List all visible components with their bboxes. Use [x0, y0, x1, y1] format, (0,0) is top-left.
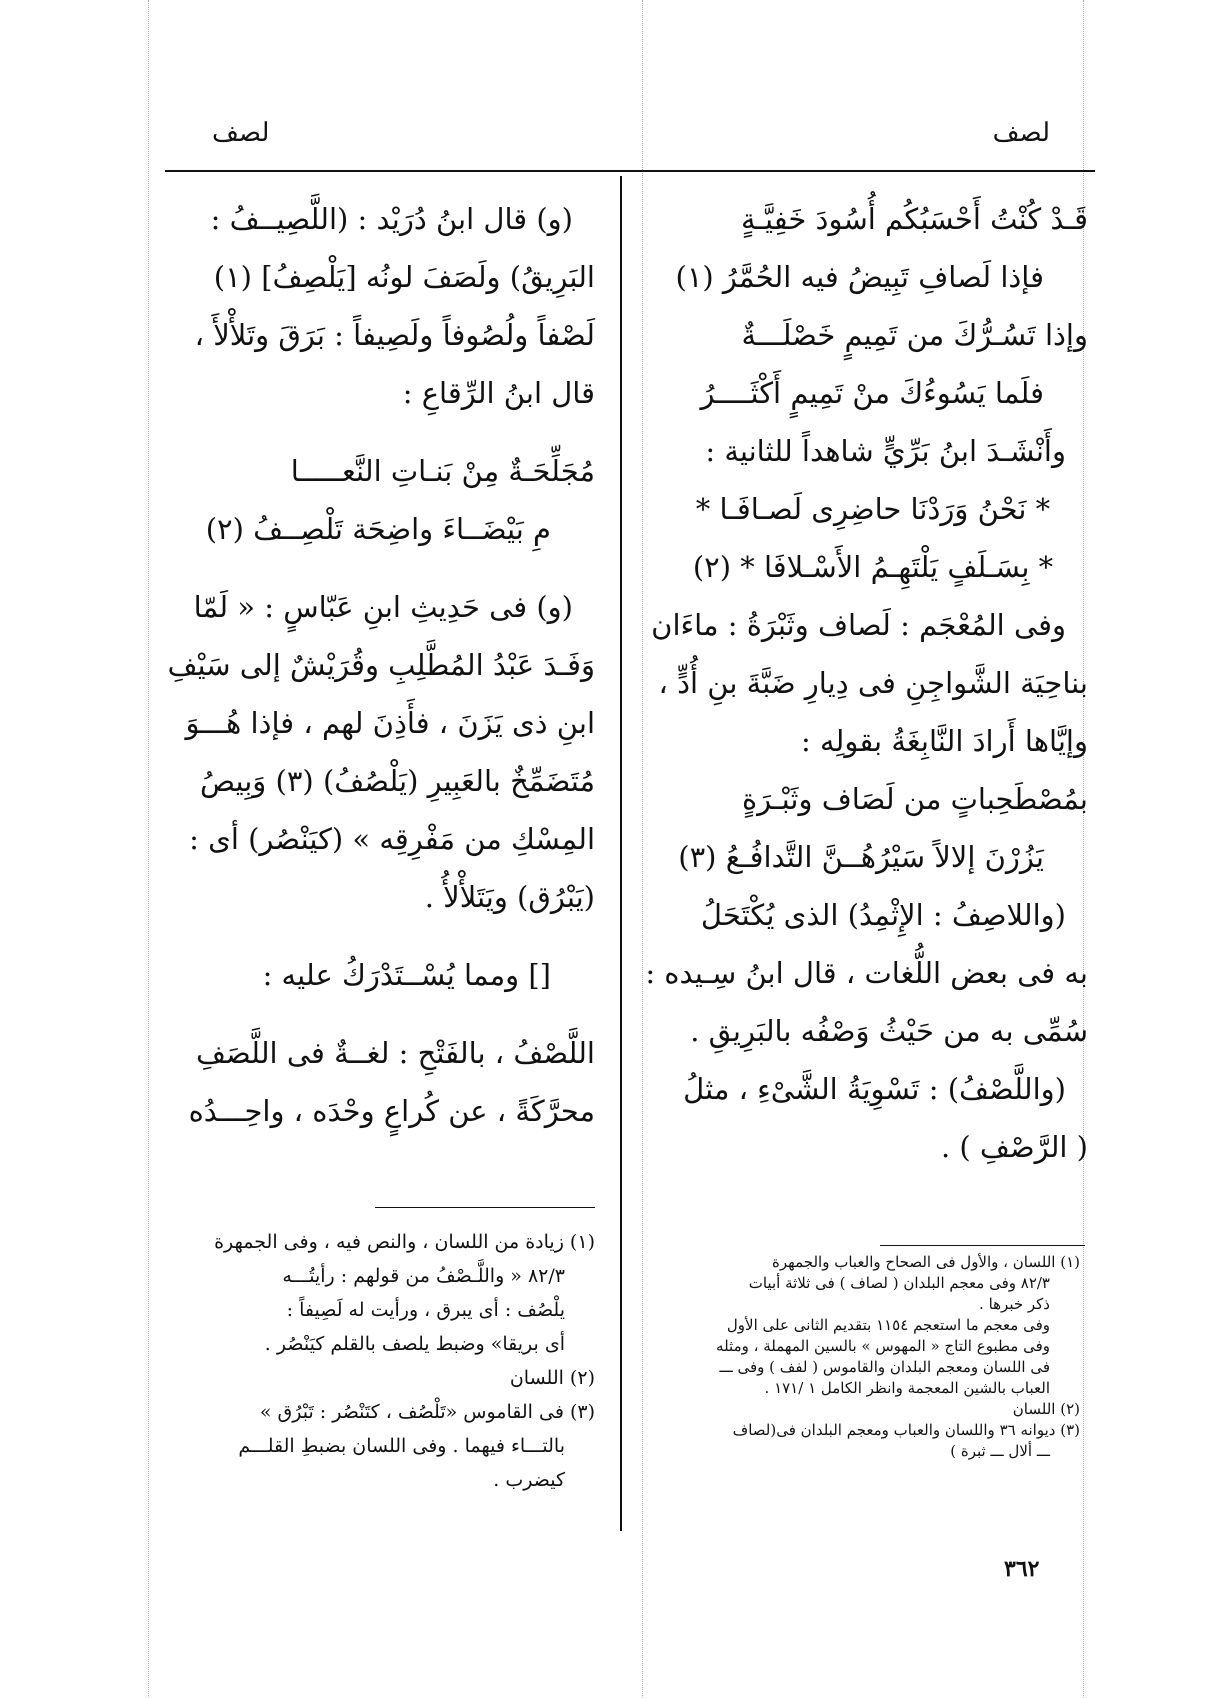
text-line: به فى بعض اللُّغات ، قال ابنُ سِـيده :: [645, 956, 1088, 990]
footnote-line: (١) اللسان ، والأول فى الصحاح والعباب والجمهرة: [772, 1253, 1080, 1271]
running-header-left: لصف: [212, 118, 270, 148]
text-line: البَرِيقُ) ولَصَفَ لونُه [يَلْصِفُ] (١): [213, 260, 595, 294]
text-line: (و) فى حَدِيثِ ابنِ عَبّاسٍ : « لَمّا: [193, 590, 573, 624]
text-line: (يَبْرُق) ويَتَلأْلأُ .: [424, 880, 595, 914]
footnote-line: ـــ ألال ـــ ثبرة ): [950, 1442, 1050, 1460]
verse-line: يَزُرْنَ إلالاً سَيْرُهُــنَّ التَّدافُـعُ (٣): [678, 840, 1044, 874]
text-line: وإيَّاها أَرادَ النَّابِغَةُ بقولِه :: [801, 724, 1088, 758]
footnote-line: العباب بالشين المعجمة وانظر الكامل ١ /١٧١ .: [764, 1379, 1050, 1397]
text-line: وَفَـدَ عَبْدُ المُطَّلِبِ وقُرَيْشٌ إلى سَيْفِ: [167, 648, 595, 682]
footnote-line: كيضرب .: [493, 1469, 565, 1491]
text-line: (واللاصِفُ : الإِثْمِدُ) الذى يُكْتَحَلُ: [700, 898, 1066, 932]
footnote-line: أى بريقا» وضبط يلصف بالقلم كيَنْصُر .: [264, 1333, 565, 1355]
verse-line: بمُصْطَحِباتٍ من لَصَاف وثَبْـرَةٍ: [741, 782, 1088, 816]
text-line: [] ومما يُسْــتَدْرَكُ عليه :: [262, 958, 551, 992]
verse-line: مِ بَيْضَــاءَ واضِحَة تَلْصِــفُ (٢): [205, 512, 551, 546]
text-line: (واللَّصْفُ) : تَسْوِيَةُ الشَّىْءِ ، مثلُ: [683, 1072, 1066, 1106]
scan-dotted-guide: [642, 0, 643, 1698]
footnotes-left: [150, 1225, 595, 1497]
verse-line: * نَحْنُ وَرَدْنَا حاضِرِى لَصـافَـا *: [695, 492, 1051, 526]
text-line: وأَنْشَـدَ ابنُ بَرِّيٍّ شاهداً للثانية :: [705, 434, 1066, 468]
verse-line: مُجَلِّحَـةٌ مِنْ بَنـاتِ النَّعـــــا: [290, 454, 595, 488]
header-rule: [165, 170, 1095, 172]
footnote-line: فى اللسان ومعجم البلدان والقاموس ( لفف ) وفى ـــ: [719, 1358, 1050, 1376]
text-line: لَصْفاً ولُصُوفاً ولَصِيفاً : بَرَقَ وتَلأْلأَ ،: [194, 318, 595, 352]
running-header-right: لصف: [992, 118, 1050, 148]
text-line: ابنِ ذى يَزَنَ ، فأَذِنَ لهم ، فإذا هُـــوَ: [185, 706, 595, 740]
footnote-line: (٣) ديوانه ٣٦ واللسان والعباب ومعجم البلدان فى(لصاف: [732, 1421, 1080, 1439]
footnote-line: بالتـــاء فيهما . وفى اللسان بضبطِ القلـــم: [238, 1435, 565, 1457]
column-divider: [620, 176, 622, 1531]
text-line: وفى المُعْجَم : لَصاف وثَبْرَةُ : ماءَان: [651, 608, 1066, 642]
text-line: قال ابنُ الرِّقاعِ :: [402, 376, 595, 410]
verse-line: فلَما يَسُوءُكَ منْ تَمِيمٍ أَكْثَــــرُ: [700, 376, 1044, 410]
text-line: مُتَضَمِّخٌ بالعَبِيرِ (يَلْصُفُ) (٣) وَبِيصُ: [199, 764, 595, 798]
footnote-line: (٣) فى القاموس «تَلْصُف ، كتَنْصُر : تَبْرُق »: [259, 1401, 595, 1423]
page-number: ٣٦٢: [1004, 1556, 1040, 1582]
text-line: اللَّصْفُ ، بالفَتْحِ : لغــةٌ فى اللَّصَفِ: [195, 1036, 595, 1070]
verse-line: فإذا لَصافِ تَبِيضُ فيه الحُمَّرُ (١): [675, 260, 1044, 294]
text-line: المِسْكِ من مَفْرِقِه » (كيَنْصُر) أى :: [189, 822, 595, 856]
verse-line: وإذا تَسُـرُّكَ من تَمِيمٍ خَصْلَـــةٌ: [741, 318, 1088, 352]
scan-dotted-guide: [148, 0, 149, 1698]
footnote-rule-right: [880, 1245, 1085, 1246]
right-text-column: [645, 190, 1088, 1176]
footnote-line: يلْصُف : أى يبرق ، ورأيت له لَصِيفاً :: [286, 1299, 565, 1321]
footnote-line: وفى معجم ما استعجم ١١٥٤ بتقديم الثانى على الأول: [726, 1316, 1050, 1334]
text-line: محرَّكَةً ، عن كُراعٍ وحْدَه ، واحِـــدُه: [188, 1094, 595, 1128]
footnote-line: ذكر خبرها .: [979, 1295, 1050, 1313]
verse-line: قَـدْ كُنْتُ أَحْسَبُكُم أُسُودَ خَفِيَّـةٍ: [740, 202, 1088, 236]
verse-line: * بِسَـلَفٍ يَلْتَهِـمُ الأَسْـلافَا * (٢): [692, 550, 1054, 584]
footnotes-right: [655, 1252, 1080, 1462]
footnote-line: (١) زيادة من اللسان ، والنص فيه ، وفى الجمهرة: [214, 1231, 595, 1253]
footnote-line: (٢) اللسان: [1012, 1400, 1080, 1418]
text-line: سُمِّى به من حَيْثُ وَصْفُه بالبَرِيقِ .: [690, 1014, 1088, 1048]
footnote-line: ٨٢/٣ « واللَّـصْفُ من قولهم : رأيتُـــه: [282, 1265, 565, 1287]
footnote-line: وفى مطبوع التاج « المهوس » بالسين المهملة ، ومثله: [716, 1337, 1050, 1355]
footnote-rule-left: [375, 1207, 595, 1208]
text-line: ( الرَّصْفِ ) .: [940, 1130, 1088, 1164]
footnote-line: (٢) اللسان: [509, 1367, 595, 1389]
text-line: بناحِيَة الشَّواجِنِ فى دِيارِ ضَبَّةَ بنِ أُدٍّ ،: [658, 666, 1088, 700]
footnote-line: ٨٢/٣ وفى معجم البلدان ( لصاف ) فى ثلاثة أبيات: [748, 1274, 1050, 1292]
text-line: (و) قال ابنُ دُرَيْد : (اللَّصِيــفُ :: [210, 202, 573, 236]
left-text-column: [150, 190, 595, 1140]
